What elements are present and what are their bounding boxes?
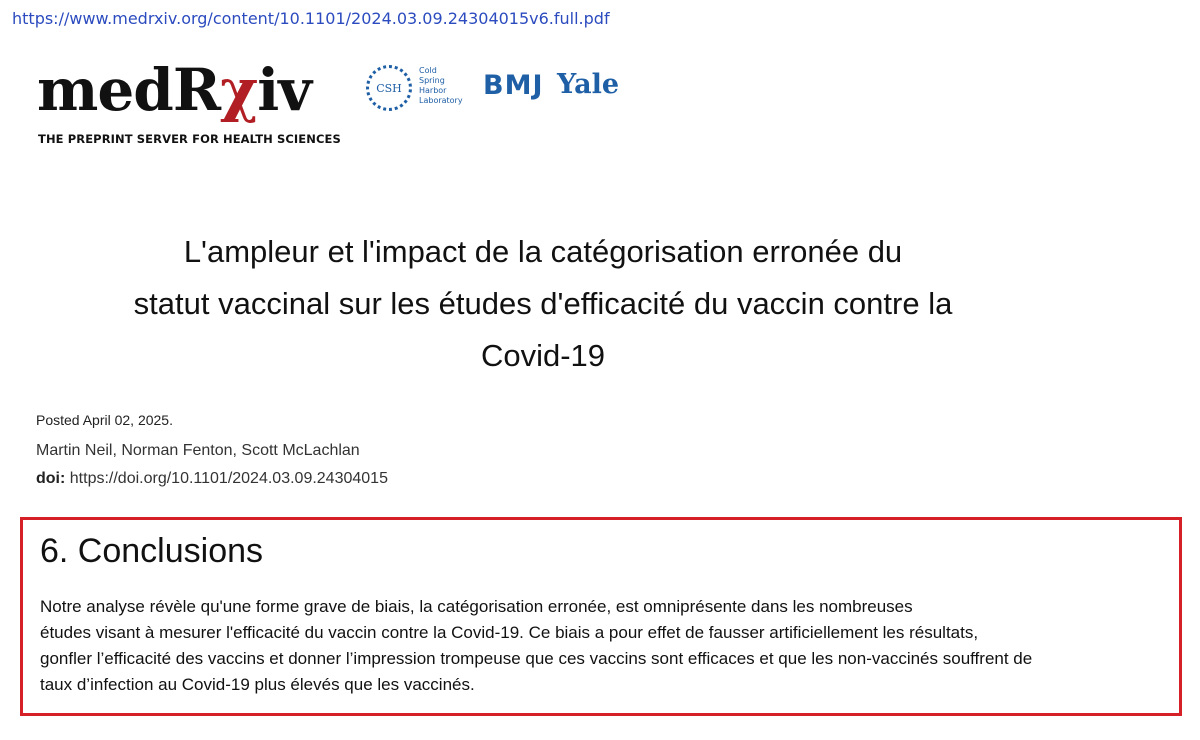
paper-title-line: statut vaccinal sur les études d'efficacité du vaccin contre la xyxy=(133,286,953,321)
conclusions-paragraph xyxy=(40,594,1165,698)
csh-logo-icon xyxy=(366,65,412,111)
csh-logo-line: Cold xyxy=(419,66,437,75)
yale-logo: Yale xyxy=(557,69,620,100)
csh-logo-line: Laboratory xyxy=(419,96,463,105)
conclusions-highlight-box xyxy=(20,517,1182,716)
paragraph-line: taux d’infection au Covid-19 plus élevés que les vaccinés. xyxy=(40,675,475,694)
logo-text-chi: χ xyxy=(220,56,258,124)
logo-text-end: iv xyxy=(257,56,311,124)
posted-date: Posted April 02, 2025. xyxy=(36,412,173,428)
paper-title-line: Covid-19 xyxy=(480,338,606,373)
logo-text-start: medR xyxy=(37,56,221,124)
paragraph-line: études visant à mesurer l'efficacité du vaccin contre la Covid-19. Ce biais a pour effet de fausser artificiellement les résultats, xyxy=(40,623,979,642)
csh-logo-line: Harbor xyxy=(419,86,447,95)
bmj-logo: BMJ xyxy=(483,70,544,101)
logo-tagline: THE PREPRINT SERVER FOR HEALTH SCIENCES xyxy=(38,132,341,146)
paragraph-line: gonfler l’efficacité des vaccins et donner l’impression trompeuse que ces vaccins sont efficaces et que les non-vaccinés souffrent de xyxy=(40,649,1033,668)
csh-logo-text xyxy=(419,66,479,106)
paper-title xyxy=(0,226,1086,382)
section-heading: 6. Conclusions xyxy=(40,532,264,570)
doi-label: doi: xyxy=(36,470,66,487)
pdf-url-link[interactable]: https://www.medrxiv.org/content/10.1101/2024.03.09.24304015v6.full.pdf xyxy=(12,9,610,28)
csh-logo-line: Spring xyxy=(419,76,445,85)
author-list: Martin Neil, Norman Fenton, Scott McLachlan xyxy=(36,442,360,459)
csh-logo-mark: CSH xyxy=(376,81,402,95)
paragraph-line: Notre analyse révèle qu'une forme grave de biais, la catégorisation erronée, est omniprésente dans les nombreuses xyxy=(40,597,913,616)
doi-link[interactable]: https://doi.org/10.1101/2024.03.09.24304015 xyxy=(65,470,388,487)
doi-line xyxy=(36,470,388,488)
paper-title-line: L'ampleur et l'impact de la catégorisation erronée du xyxy=(183,234,903,269)
medrxiv-logo[interactable] xyxy=(37,58,311,122)
